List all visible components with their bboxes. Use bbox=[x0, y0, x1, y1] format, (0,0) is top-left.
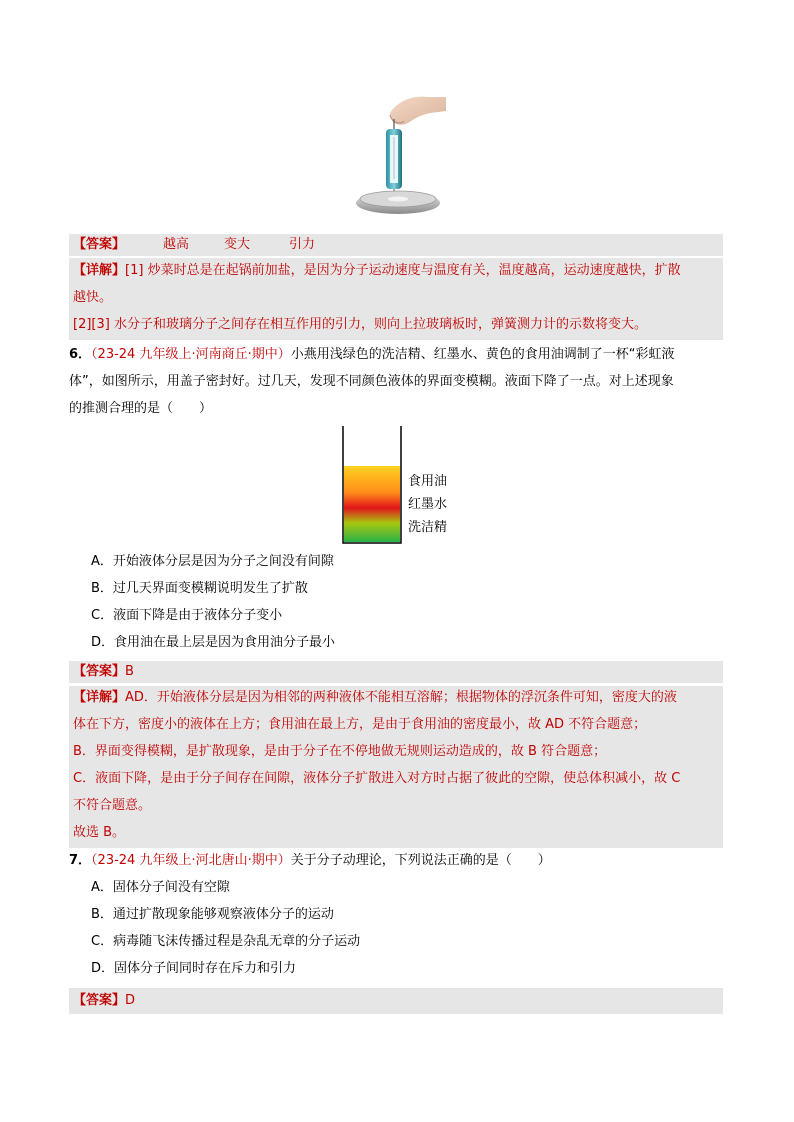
q7-answer: 【答案】D bbox=[73, 993, 136, 1008]
q5-answer-blank-2: 变大 bbox=[224, 237, 251, 252]
q5-detail-block bbox=[69, 258, 723, 340]
q5-detail-label: 【详解】 bbox=[73, 263, 126, 278]
q7-option-b: B．通过扩散现象能够观察液体分子的运动 bbox=[91, 907, 334, 922]
q5-answer-blank-1: 越高 bbox=[163, 237, 190, 252]
q5-detail-line-1: 【详解】[1] 炒菜时总是在起锅前加盐，是因为分子运动速度与温度有关，温度越高，运动速度越快，扩散 bbox=[73, 263, 681, 278]
q6-option-a: A．开始液体分层是因为分子之间没有间隙 bbox=[91, 554, 334, 569]
q5-detail-line-2: 越快。 bbox=[73, 290, 113, 305]
q6-detail-line-1: 【详解】AD．开始液体分层是因为相邻的两种液体不能相互溶解；根据物体的浮沉条件可知，密度大的液 bbox=[73, 690, 677, 705]
hand-shape bbox=[390, 97, 446, 125]
q6-answer: 【答案】B bbox=[73, 664, 134, 679]
rainbow-liquid-beaker bbox=[342, 426, 402, 544]
label-detergent: 洗洁精 bbox=[408, 520, 448, 535]
q6-answer-block bbox=[69, 661, 723, 683]
q6-number: 6． bbox=[69, 347, 92, 362]
q7-number: 7． bbox=[69, 853, 92, 868]
label-cooking-oil: 食用油 bbox=[408, 474, 448, 489]
q6-stem-line-3: 的推测合理的是（ ） bbox=[69, 401, 213, 416]
q6-option-d: D．食用油在最上层是因为食用油分子最小 bbox=[91, 635, 336, 650]
q5-answer-blank-3: 引力 bbox=[289, 237, 316, 252]
q6-detail-line-3: B．界面变得模糊，是扩散现象，是由于分子在不停地做无规则运动造成的，故 B 符合题意； bbox=[73, 744, 607, 759]
q5-detail-line-3: [2][3] 水分子和玻璃分子之间存在相互作用的引力，则向上拉玻璃板时，弹簧测力计的示数将变大。 bbox=[73, 317, 647, 332]
spring-scale-figure bbox=[350, 93, 446, 219]
q7-stem: 7．（23-24 九年级上·河北唐山·期中）关于分子动理论，下列说法正确的是（ ） bbox=[69, 853, 551, 868]
liquid-layers bbox=[344, 466, 400, 542]
q7-option-d: D．固体分子间同时存在斥力和引力 bbox=[91, 961, 297, 976]
label-red-ink: 红墨水 bbox=[408, 497, 448, 512]
q6-option-c: C．液面下降是由于液体分子变小 bbox=[91, 608, 283, 623]
q7-source: （23-24 九年级上·河北唐山·期中） bbox=[91, 853, 291, 868]
q6-option-b: B．过几天界面变模糊说明发生了扩散 bbox=[91, 581, 308, 596]
q7-option-c: C．病毒随飞沫传播过程是杂乱无章的分子运动 bbox=[91, 934, 361, 949]
q7-answer-block bbox=[69, 988, 723, 1014]
q6-stem-line-1: 6．（23-24 九年级上·河南商丘·期中）小燕用浅绿色的洗洁精、红墨水、黄色的食用油调制了一杯“彩虹液 bbox=[69, 347, 675, 362]
q6-detail-line-2: 体在下方，密度小的液体在上方；食用油在最上方，是由于食用油的密度最小，故 AD 不符合题意； bbox=[73, 717, 647, 732]
q6-source: （23-24 九年级上·河南商丘·期中） bbox=[91, 347, 291, 362]
q5-answer-block bbox=[69, 234, 723, 256]
q6-detail-label: 【详解】 bbox=[73, 690, 126, 705]
q7-option-a: A．固体分子间没有空隙 bbox=[91, 880, 230, 895]
q5-answer-label: 【答案】 bbox=[73, 237, 126, 252]
q6-stem-line-2: 体”，如图所示，用盖子密封好。过几天，发现不同颜色液体的界面变模糊。液面下降了一点。对上述现象 bbox=[69, 374, 674, 389]
q6-detail-block bbox=[69, 686, 723, 848]
q6-detail-line-5: 不符合题意。 bbox=[73, 798, 152, 813]
q6-detail-line-6: 故选 B。 bbox=[73, 825, 126, 840]
q6-detail-line-4: C．液面下降，是由于分子间存在间隙，液体分子扩散进入对方时占据了彼此的空隙，使总体积减小，故 C bbox=[73, 771, 681, 786]
